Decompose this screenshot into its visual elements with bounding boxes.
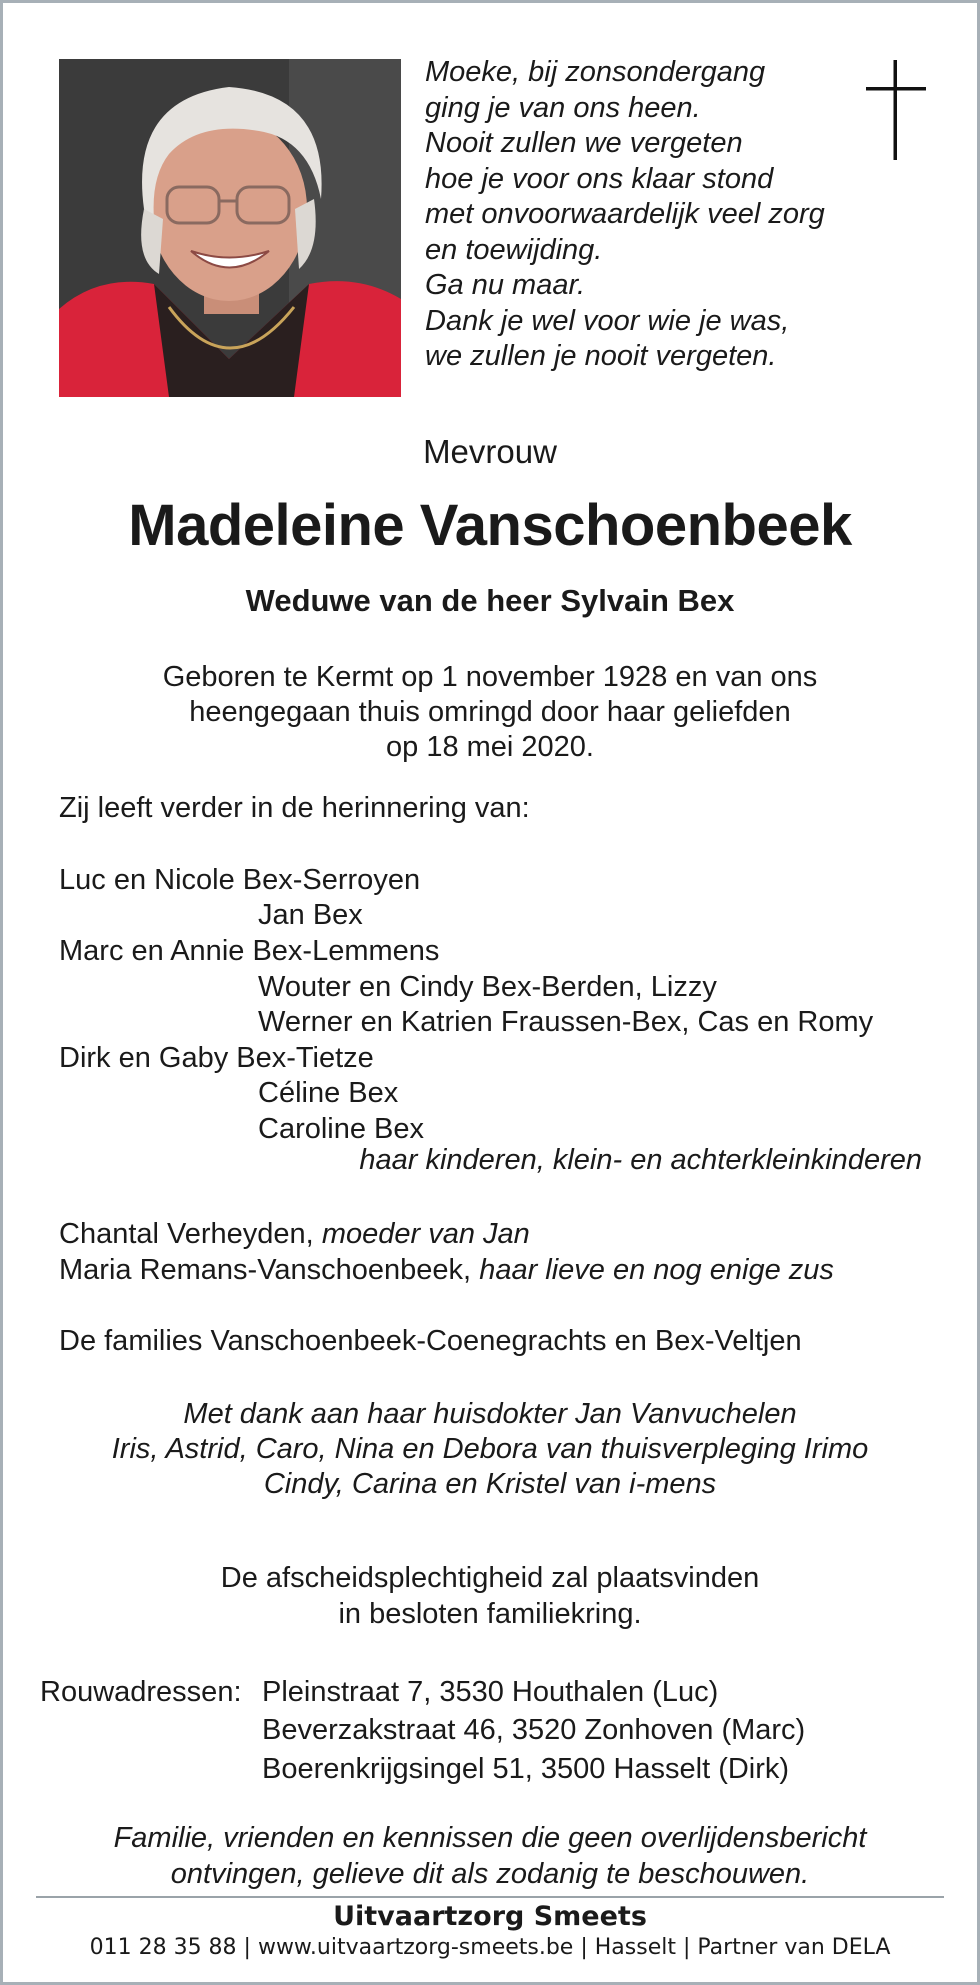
poem-line: Nooit zullen we vergeten [425,127,743,159]
birth-line: op 18 mei 2020. [386,731,594,763]
thanks-line: Cindy, Carina en Kristel van i-mens [263,1468,717,1500]
birth-line: heengegaan thuis omringd door haar geliefden [189,696,791,728]
remembrance-intro: Zij leeft verder in de herinnering van: [59,792,530,824]
poem-line: met onvoorwaardelijk veel zorg [425,198,825,230]
address-line: Boerenkrijgsingel 51, 3500 Hasselt (Dirk) [262,1753,790,1785]
thanks-text [0,1397,980,1502]
ceremony-line: De afscheidsplechtigheid zal plaatsvinden [220,1562,760,1594]
relative-name: Maria Remans-Vanschoenbeek, [59,1254,472,1286]
families-line: De families Vanschoenbeek-Coenegrachts en Bex-Veltjen [59,1325,802,1357]
birth-line: Geboren te Kermt op 1 november 1928 en van ons [162,661,818,693]
funeral-home-name: Uitvaartzorg Smeets [333,1901,647,1932]
family-line: Wouter en Cindy Bex-Berden, Lizzy [258,971,717,1003]
family-line: Céline Bex [258,1077,399,1109]
children-role: haar kinderen, klein- en achterkleinkinderen [359,1144,922,1176]
relative-line [59,1254,834,1287]
poem-line: hoe je voor ons klaar stond [425,162,774,195]
poem-line: Dank je wel voor wie je was, [425,304,790,337]
family-line: Dirk en Gaby Bex-Tietze [59,1042,374,1074]
poem-line: ging je van ons heen. [425,91,701,124]
poem-line: en toewijding. [425,233,603,266]
ceremony-line: in besloten familiekring. [338,1598,642,1630]
address-line: Pleinstraat 7, 3530 Houthalen (Luc) [262,1676,719,1708]
cross-icon [866,60,926,160]
spouse-line: Weduwe van de heer Sylvain Bex [245,583,735,618]
relative-role: haar lieve en nog enige zus [479,1254,834,1286]
funeral-home-contact: 011 28 35 88 | www.uitvaartzorg-smeets.be | Hasselt | Partner van DELA [89,1935,891,1960]
family-line: Marc en Annie Bex-Lemmens [59,935,440,967]
poem-line: Moeke, bij zonsondergang [425,56,766,88]
birth-death-text [0,660,980,765]
family-line: Caroline Bex [258,1113,425,1145]
notice-line: ontvingen, gelieve dit als zodanig te beschouwen. [170,1858,810,1890]
honorific: Mevrouw [423,433,557,470]
family-line: Werner en Katrien Fraussen-Bex, Cas en Romy [258,1006,874,1038]
family-line: Jan Bex [258,899,363,931]
poem [425,55,825,375]
relative-role: moeder van Jan [321,1218,530,1250]
poem-line: Ga nu maar. [425,269,586,301]
ceremony-text [0,1560,980,1632]
notice-line: Familie, vrienden en kennissen die geen overlijdensbericht [113,1822,867,1854]
relative-name: Chantal Verheyden, [59,1218,314,1250]
address-line: Beverzakstraat 46, 3520 Zonhoven (Marc) [262,1714,806,1746]
thanks-line: Iris, Astrid, Caro, Nina en Debora van thuisverpleging Irimo [111,1433,869,1465]
notice-text [0,1820,980,1892]
portrait-photo [59,59,401,397]
family-line: Luc en Nicole Bex-Serroyen [59,864,421,896]
thanks-line: Met dank aan haar huisdokter Jan Vanvuchelen [183,1398,797,1430]
deceased-name: Madeleine Vanschoenbeek [128,493,852,558]
relative-line [59,1218,530,1251]
addresses-label: Rouwadressen: [40,1676,242,1708]
poem-line: we zullen je nooit vergeten. [425,340,777,372]
footer-divider [36,1896,944,1898]
